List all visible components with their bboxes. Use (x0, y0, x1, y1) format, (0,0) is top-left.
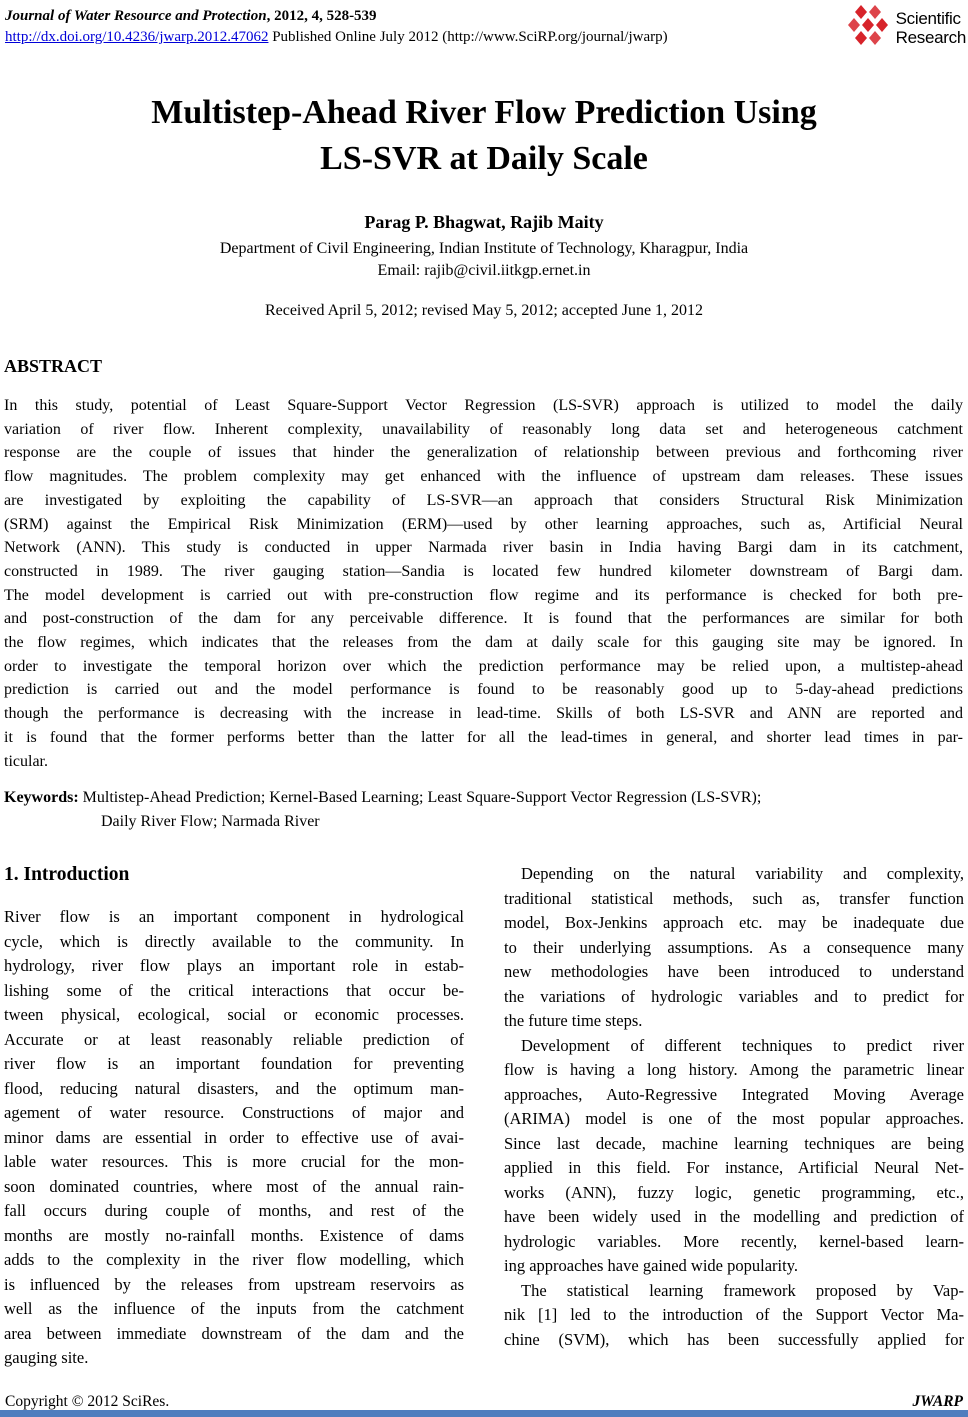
text-line: works (ANN), fuzzy logic, genetic programming, etc., (504, 1182, 964, 1202)
text-line: agement of water resource. Constructions of major and (4, 1103, 464, 1122)
publisher-name (896, 10, 966, 47)
abstract-body (4, 394, 963, 773)
text-line: order to investigate the temporal horizon over which the prediction performance may be relied upon, a multistep-ahead (4, 657, 963, 675)
text-line: Depending on the natural variability and complexity, (521, 864, 964, 883)
text-line: is influenced by the releases from upstream reservoirs as (4, 1274, 464, 1294)
publisher-name-line2: Research (895, 27, 966, 47)
authors: Parag P. Bhagwat, Rajib Maity (364, 212, 604, 232)
text-line: Network (ANN). This study is conducted in upper Narmada river basin in India having Bargi dam in its catchment, (4, 539, 963, 557)
keywords-block (4, 786, 963, 833)
text-line: prediction is carried out and the model performance is found to be reasonably good up to 5-day-ahead predictions (4, 681, 963, 699)
keywords-line2: Daily River Flow; Narmada River (101, 812, 320, 830)
journal-citation-line (5, 6, 845, 27)
text-line: Accurate or at least reasonably reliable prediction of (4, 1029, 464, 1049)
text-line: hydrologic variables. More recently, kernel-based learn- (504, 1231, 964, 1251)
text-line: are investigated by exploiting the capability of LS-SVR—an approach that considers Structural Risk Minimization (4, 491, 963, 509)
text-line: the flow regimes, which indicates that the releases from the dam at daily scale for this gauging site may be ignored. In (4, 634, 963, 652)
affiliation: Department of Civil Engineering, Indian Institute of Technology, Kharagpur, India (219, 240, 749, 257)
text-line: flood, reducing natural disasters, and the optimum man- (4, 1078, 464, 1098)
text-line: have been widely used in the modelling and prediction of (504, 1207, 964, 1226)
publisher-logo (847, 3, 966, 54)
text-line: soon dominated countries, where most of the annual rain- (4, 1176, 464, 1196)
journal-header (5, 6, 845, 48)
doi-line (5, 27, 845, 48)
text-line: river flow is an important foundation for preventing (4, 1054, 464, 1073)
published-online-text: Published Online July 2012 (http://www.SciRP.org/journal/jwarp) (268, 29, 668, 45)
text-line: to their underlying assumptions. As a consequence many (504, 937, 964, 957)
text-line: flow is having a long history. Among the parametric linear (504, 1060, 964, 1079)
text-line: the variations of hydrologic variables and to predict for (504, 986, 964, 1006)
text-line: the future time steps. (504, 1011, 643, 1030)
text-line: River flow is an important component in hydrological (4, 907, 464, 926)
copyright-notice: Copyright © 2012 SciRes. (5, 1393, 170, 1410)
text-line: ticular. (4, 752, 48, 770)
text-line: ing approaches have gained wide popularity. (504, 1256, 798, 1275)
text-line: (SRM) against the Empirical Risk Minimization (ERM)—used by other learning approaches, such as, Artificial Neural (4, 515, 963, 533)
abstract-heading: ABSTRACT (4, 356, 103, 376)
text-line: adds to the complexity in the river flow modelling, which (4, 1250, 464, 1269)
text-line: In this study, potential of Least Square-Support Vector Regression (LS-SVR) approach is utilized to model the daily (4, 397, 963, 414)
text-line: gauging site. (4, 1348, 89, 1367)
keywords-line1 (4, 786, 963, 810)
journal-name: Journal of Water Resource and Protection (5, 8, 267, 24)
text-line: model, Box-Jenkins approach etc. may be inadequate due (504, 913, 964, 932)
right-column (504, 862, 964, 1371)
right-column-paragraphs (504, 862, 964, 1352)
scirp-diamonds-icon (847, 3, 893, 54)
email-line: Email: rajib@civil.iitkgp.ernet.in (377, 262, 591, 279)
text-line: Development of different techniques to predict river (521, 1035, 964, 1055)
publisher-name-line1: Scientific (895, 9, 961, 28)
keywords-label: Keywords: (4, 789, 79, 806)
text-line: nik [1] led to the introduction of the Support Vector Ma- (504, 1305, 964, 1324)
doi-link[interactable]: http://dx.doi.org/10.4236/jwarp.2012.47062 (5, 29, 269, 45)
keywords-text1: Multistep-Ahead Prediction; Kernel-Based Learning; Least Square-Support Vector Regression (LS-SVR); (82, 789, 762, 806)
bottom-bar (0, 1410, 968, 1417)
text-line: hydrology, river flow plays an important role in estab- (4, 956, 464, 975)
journal-abbreviation: JWARP (912, 1393, 963, 1410)
paper-title-line1: Multistep-Ahead River Flow Prediction Using (151, 94, 817, 131)
text-line: tween physical, ecological, social or economic processes. (4, 1005, 464, 1024)
text-line: variation of river flow. Inherent complexity, unavailability of reasonably long data set and heterogeneous catchment (4, 420, 963, 438)
received-dates: Received April 5, 2012; revised May 5, 2012; accepted June 1, 2012 (264, 302, 704, 319)
text-line: response are the couple of issues that hinder the generalization of relationship between previous and forthcoming river (4, 444, 963, 462)
text-line: new methodologies have been introduced to understand (504, 962, 964, 981)
text-line: and post-construction of the dam for any perceivable difference. It is found that the performances are similar for both (4, 610, 963, 628)
text-line: (ARIMA) model is one of the most popular approaches. (504, 1109, 964, 1128)
text-line: well as the influence of the inputs from the catchment (4, 1299, 464, 1318)
text-line: chine (SVM), which has been successfully applied for (504, 1329, 964, 1349)
text-line: fall occurs during couple of months, and rest of the (4, 1201, 464, 1220)
text-line: approaches, Auto-Regressive Integrated Moving Average (504, 1084, 964, 1104)
text-line: minor dams are essential in order to effective use of avai- (4, 1127, 464, 1147)
text-line: though the performance is decreasing with the increase in lead-time. Skills of both LS-SVR and ANN are reported and (4, 705, 963, 723)
text-line: constructed in 1989. The river gauging station—Sandia is located few hundred kilometer downstream of Bargi dam. (4, 562, 963, 580)
intro-paragraphs (4, 905, 464, 1371)
text-line: cycle, which is directly available to the community. In (4, 931, 464, 951)
text-line: months are mostly no-rainfall months. Existence of dams (4, 1225, 464, 1245)
text-line: The statistical learning framework proposed by Vap- (521, 1280, 964, 1300)
journal-citation-suffix: , 2012, 4, 528-539 (266, 8, 377, 24)
text-line: flow magnitudes. The problem complexity may get enhanced with the influence of upstream dam releases. These issues (4, 468, 963, 486)
body-columns (4, 862, 964, 1371)
left-column (4, 862, 464, 1371)
section-heading-introduction: 1. Introduction (4, 864, 130, 885)
paper-title-line2: LS-SVR at Daily Scale (320, 140, 648, 177)
text-line: The model development is carried out with pre-construction flow regime and its performance is checked for both pre- (4, 586, 963, 604)
text-line: Since last decade, machine learning techniques are being (504, 1133, 964, 1153)
text-line: lishing some of the critical interactions that occur be- (4, 980, 464, 1000)
text-line: area between immediate downstream of the dam and the (4, 1323, 464, 1343)
text-line: it is found that the former performs better than the latter for all the lead-times in general, and shorter lead times in par- (4, 728, 963, 746)
text-line: traditional statistical methods, such as, transfer function (504, 888, 964, 908)
text-line: lable water resources. This is more crucial for the mon- (4, 1152, 464, 1171)
text-line: applied in this field. For instance, Artificial Neural Net- (504, 1158, 964, 1177)
paper-title (0, 90, 968, 182)
